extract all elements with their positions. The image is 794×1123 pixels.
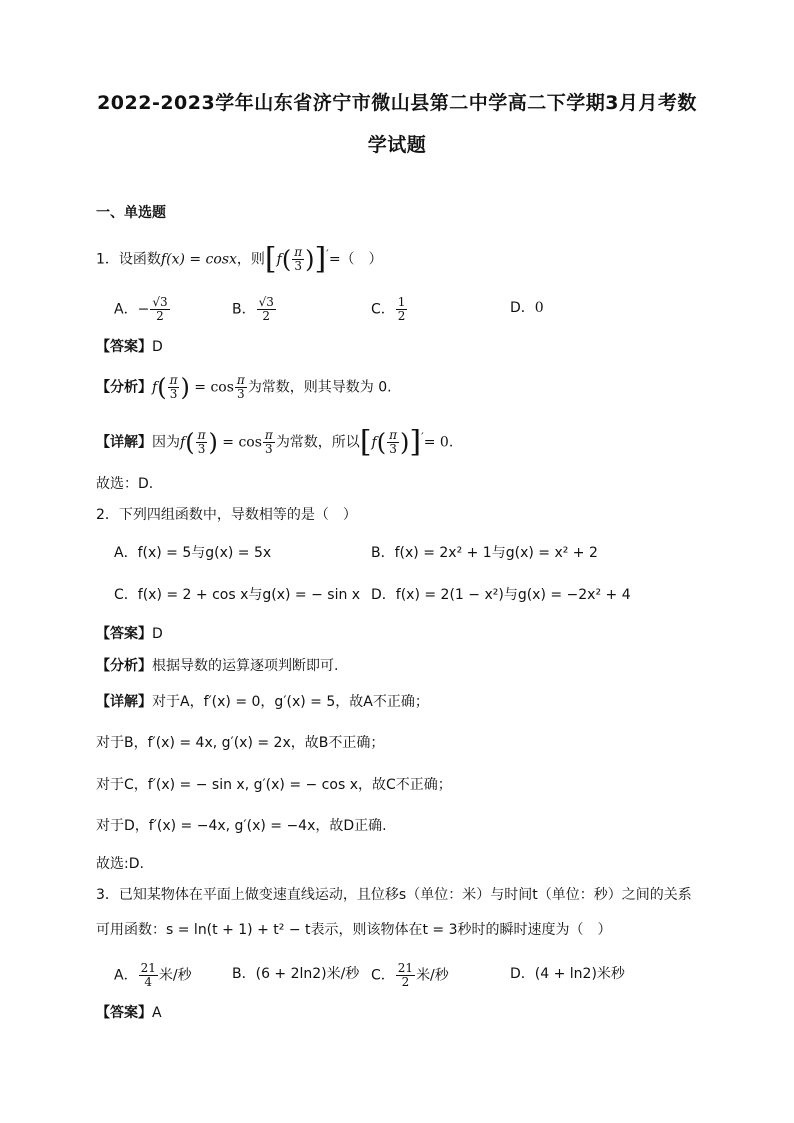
q3-option-a [114,962,192,989]
q1-right-bracket: ] [314,241,327,277]
q2-option-c: C．f(x) = 2 + cos x与g(x) = − sin x [114,587,361,603]
q1-option-a: A．− $\frac{√3}{2}$ [114,295,168,323]
q1-detail: 【详解】因为f( $\frac{\pi}{3}$ ) = cos $\frac{\pi}{3}$ 为常数，所以[f( $\frac{\pi}{3}$ )]′= 0. [96,424,454,460]
q1-option-b [232,296,277,323]
q2-option-d: D．f(x) = 2(1 − x²)与g(x) = −2x² + 4 [371,587,631,603]
q3-answer-value: A [152,1005,162,1021]
q2-detail-b: 对于B，f′(x) = 4x, g′(x) = 2x，故B不正确； [96,735,385,751]
q2-analysis-text: 根据导数的运算逐项判断即可. [152,658,339,674]
q2-option-a: A．f(x) = 5与g(x) = 5x [114,545,272,561]
q3-option-c-value: $\frac{21}{2}$ [397,961,414,989]
q1-option-c-label: C． [371,301,395,318]
q1-detail-end: = 0. [423,434,454,451]
q1-analysis: 【分析】f( $\frac{\pi}{3}$ ) = cos $\frac{\pi}{3}$ 为常数，则其导数为 0. [96,373,392,402]
q3-option-a-unit: 米/秒 [158,967,192,984]
q1-option-d-label: D． [510,300,535,316]
q2-option-b: B．f(x) = 2x² + 1与g(x) = x² + 2 [371,545,598,561]
q1-option-a-label: A． [114,301,138,318]
q1-option-c [371,296,408,323]
q2-detail-a: 对于A，f′(x) = 0，g′(x) = 5，故A不正确； [152,694,429,710]
q3-stem-line2: 可用函数：s = ln(t + 1) + t² − t表示，则该物体在t = 3秒时的瞬时速度为（ ） [96,922,612,938]
q3-option-a-label: A． [114,967,138,984]
q3-stem-line1: 3．已知某物体在平面上做变速直线运动，且位移s（单位：米）与时间t（单位：秒）之间的关系 [96,887,692,903]
q1-left-bracket: [ [264,241,277,277]
q1-option-d-value: 0 [534,300,544,316]
q1-right-paren: ) [305,245,315,274]
q1-analysis-tag: 【分析】 [96,379,152,396]
q1-stem-tail: =（ ） [328,251,383,268]
q3-option-c-unit: 米/秒 [416,967,449,984]
q2-answer [96,624,163,644]
q1-analysis-text: 为常数，则其导数为 0. [247,379,392,396]
q1-detail-pre: 因为 [152,434,180,451]
q2-detail-c: 对于C，f′(x) = − sin x, g′(x) = − cos x，故C不正确； [96,777,452,793]
q1-answer [96,337,163,357]
q1-answer-value: D [152,339,163,355]
q2-analysis [96,656,338,676]
q1-option-b-label: B． [232,301,256,318]
q1-conclusion: 故选：D. [96,476,154,492]
q1-answer-tag: 【答案】 [96,339,152,355]
q3-option-c-label: C． [371,967,395,984]
q1-option-a-value: $\frac{√3}{2}$ [152,295,168,323]
q2-answer-tag: 【答案】 [96,626,152,642]
q3-option-d: D．(4 + ln2)米秒 [510,966,625,982]
q3-option-c [371,962,449,989]
q2-stem: 2．下列四组函数中，导数相等的是（ ） [96,507,357,523]
q1-detail-mid: 为常数，所以 [275,434,360,451]
q1-option-c-value: $\frac{1}{2}$ [397,295,406,323]
q2-conclusion: 故选:D. [96,856,144,872]
q1-stem [96,241,383,277]
q1-pi-over-3: $\frac{\pi}{3}$ [294,245,303,274]
q1-option-b-value: $\frac{√3}{2}$ [258,295,274,323]
q1-prime-mark: ′ [326,247,329,261]
q1-left-paren: ( [281,245,292,274]
q2-analysis-tag: 【分析】 [96,658,152,674]
q2-detail-tag: 【详解】 [96,694,152,710]
document-title-line1: 2022-2023学年山东省济宁市微山县第二中学高二下学期3月月考数 [97,92,697,114]
q1-f-symbol: f [276,251,282,268]
q1-stem-mid: ，则 [236,251,265,268]
q3-option-a-value: $\frac{21}{4}$ [140,961,156,989]
q1-option-d [510,298,544,318]
q1-stem-pre: 1．设函数 [96,251,161,268]
section-heading: 一、单选题 [96,205,166,221]
q2-detail-d: 对于D，f′(x) = −4x, g′(x) = −4x，故D正确. [96,818,387,834]
q1-detail-tag: 【详解】 [96,434,152,451]
q2-detail [96,692,429,712]
q3-answer [96,1003,162,1023]
q3-option-b: B．(6 + 2ln2)米/秒 [232,966,360,982]
q1-stem-function: f(x) = cosx [160,251,237,268]
document-title-line2: 学试题 [367,134,427,156]
q3-answer-tag: 【答案】 [96,1005,152,1021]
q2-answer-value: D [152,626,163,642]
